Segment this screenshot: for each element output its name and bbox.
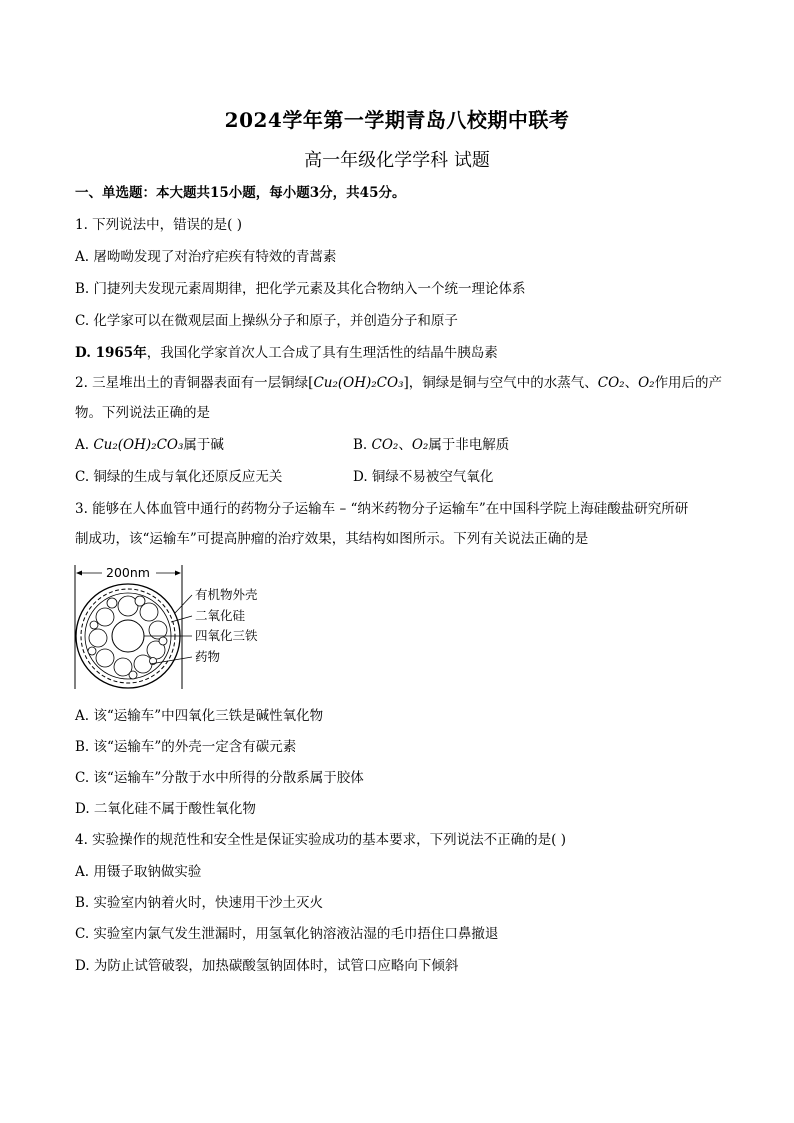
q2-option-a-suffix: 属于碱 xyxy=(183,437,224,453)
q2-stem-formula: Cu₂(OH)₂CO₃ xyxy=(313,375,404,391)
label-silica: 二氧化硅 xyxy=(195,608,246,623)
q1-option-d-year: D. 1965年 xyxy=(75,345,147,361)
exam-subtitle: 高一年级化学学科 试题 xyxy=(304,150,490,171)
q2-stem-part: 2. 三星堆出土的青铜器表面有一层铜绿[ xyxy=(75,375,314,391)
q1-option-c: C. 化学家可以在微观层面上操纵分子和原子，并创造分子和原子 xyxy=(75,313,458,329)
label-iron-oxide: 四氧化三铁 xyxy=(195,628,258,643)
section-heading: 一、单选题：本大题共15小题，每小题3分，共45分。 xyxy=(75,185,406,201)
q2-option-b-sep: 、 xyxy=(398,437,412,453)
dimension-label: 200nm xyxy=(106,565,150,580)
q2-stem-co2: CO₂ xyxy=(597,375,625,391)
q1-option-d-text: ，我国化学家首次人工合成了具有生理活性的结晶牛胰岛素 xyxy=(146,345,498,361)
q4-option-c: C. 实验室内氯气发生泄漏时，用氢氧化钠溶液沾湿的毛巾捂住口鼻撤退 xyxy=(75,926,499,942)
nano-carrier-figure xyxy=(70,563,290,693)
q2-stem-part: 作用后的产 xyxy=(654,375,723,391)
q2-stem-o2: O₂ xyxy=(638,375,655,391)
q1-option-a: A. 屠呦呦发现了对治疗疟疾有特效的青蒿素 xyxy=(75,249,337,265)
q3-option-c: C. 该“运输车”分散于水中所得的分散系属于胶体 xyxy=(75,770,364,786)
nano-carrier-diagram xyxy=(70,563,290,693)
q1-stem: 1. 下列说法中，错误的是( ) xyxy=(75,217,242,233)
q2-option-d: D. 铜绿不易被空气氧化 xyxy=(353,469,494,485)
q2-option-a-prefix: A. xyxy=(75,437,94,453)
q2-option-b-o2: O₂ xyxy=(411,437,429,453)
q3-option-b: B. 该“运输车”的外壳一定含有碳元素 xyxy=(75,739,297,755)
q4-option-d: D. 为防止试管破裂，加热碳酸氢钠固体时，试管口应略向下倾斜 xyxy=(75,958,459,974)
exam-title: 2024学年第一学期青岛八校期中联考 xyxy=(224,108,570,132)
q2-stem-line2: 物。下列说法正确的是 xyxy=(75,405,210,421)
q2-option-b-suffix: 属于非电解质 xyxy=(428,437,510,453)
q4-option-a: A. 用镊子取钠做实验 xyxy=(75,864,202,880)
q2-stem-line1 xyxy=(75,373,722,393)
q2-option-b-co2: CO₂ xyxy=(371,437,399,453)
q1-option-b: B. 门捷列夫发现元素周期律，把化学元素及其化合物纳入一个统一理论体系 xyxy=(75,281,526,297)
q2-option-a-formula: Cu₂(OH)₂CO₃ xyxy=(93,437,184,453)
q2-option-b-prefix: B. xyxy=(353,437,372,453)
label-organic-shell: 有机物外壳 xyxy=(195,587,258,602)
label-drug: 药物 xyxy=(195,649,221,664)
q3-stem-line1: 3. 能够在人体血管中通行的药物分子运输车 – “纳米药物分子运输车”在中国科学院上海硅酸盐研究所研 xyxy=(75,501,689,517)
q3-option-a: A. 该“运输车”中四氧化三铁是碱性氧化物 xyxy=(75,708,324,724)
q2-stem-sep: 、 xyxy=(624,375,639,391)
q2-stem-part: ]，铜绿是铜与空气中的水蒸气、 xyxy=(403,375,598,391)
q2-option-b xyxy=(353,435,509,455)
q3-option-d: D. 二氧化硅不属于酸性氧化物 xyxy=(75,801,256,817)
q3-stem-line2: 制成功，该“运输车”可提高肿瘤的治疗效果，其结构如图所示。下列有关说法正确的是 xyxy=(75,531,589,547)
q4-option-b: B. 实验室内钠着火时，快速用干沙土灭火 xyxy=(75,895,324,911)
q2-option-c: C. 铜绿的生成与氧化还原反应无关 xyxy=(75,469,283,485)
q2-option-a xyxy=(75,435,224,455)
q4-stem: 4. 实验操作的规范性和安全性是保证实验成功的基本要求，下列说法不正确的是( ) xyxy=(75,832,566,848)
q1-option-d xyxy=(75,343,498,363)
